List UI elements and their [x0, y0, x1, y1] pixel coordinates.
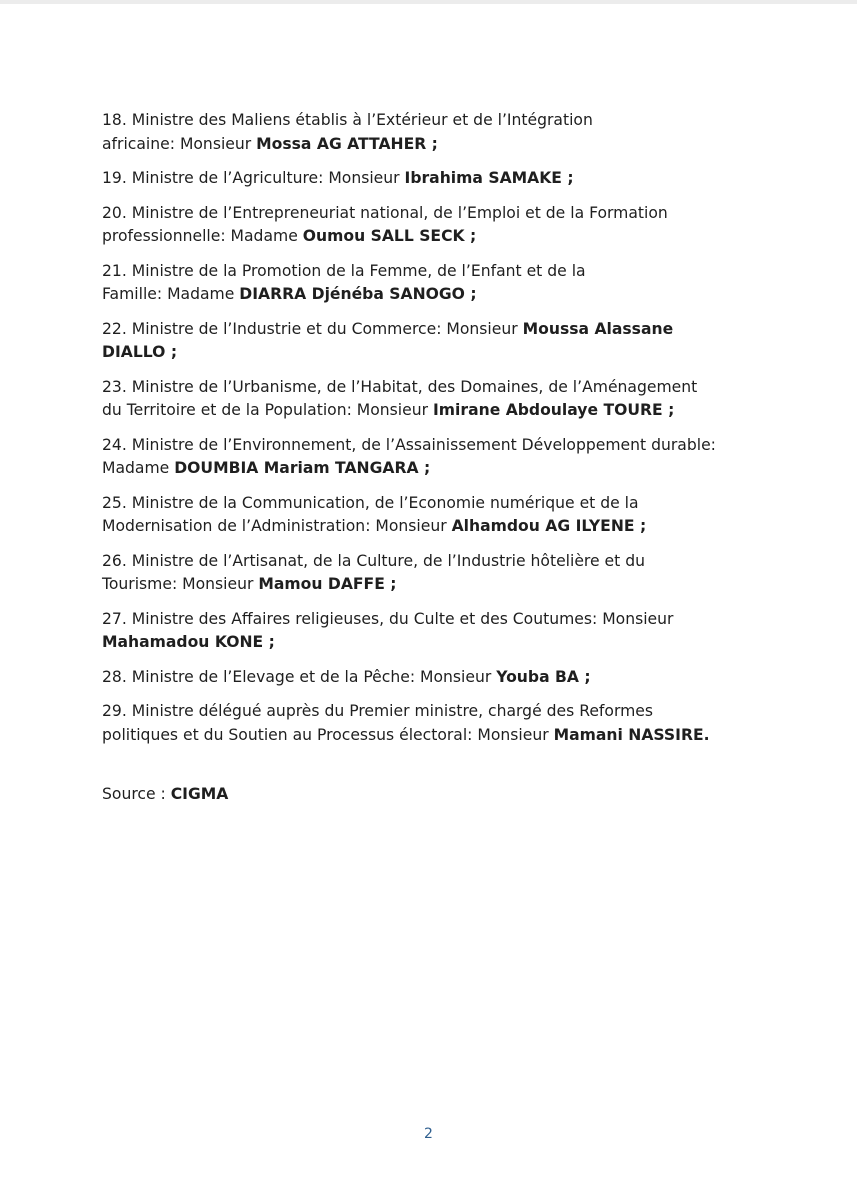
item-person-name: Oumou SALL SECK ;: [302, 227, 477, 245]
item-text: Ministre de la Promotion de la Femme, de l’Enfant et de la Famille: Madame: [102, 261, 586, 303]
item-person-name: Ibrahima SAMAKE ;: [404, 169, 574, 187]
item-text: Ministre de l’Agriculture: Monsieur: [126, 169, 405, 187]
minister-item: [102, 260, 792, 307]
minister-item: [102, 550, 792, 597]
minister-item: [102, 202, 792, 249]
item-text: Ministre de l’Industrie et du Commerce: Monsieur: [126, 319, 523, 338]
item-text: Ministre de l’Environnement, de l’Assainissement Développement durable: Madame: [102, 435, 716, 477]
minister-item: [102, 666, 792, 690]
item-text: Ministre de l’Entrepreneuriat national, de l’Emploi et de la Formation professionnelle: Madame: [102, 203, 668, 245]
source-line: [102, 783, 792, 807]
item-number: 20.: [102, 203, 127, 222]
source-value: CIGMA: [170, 785, 229, 803]
item-number: 28.: [102, 667, 127, 686]
item-text: Ministre des Affaires religieuses, du Culte et des Coutumes: Monsieur: [131, 609, 674, 628]
item-number: 24.: [102, 435, 127, 454]
item-number: 22.: [102, 319, 127, 338]
item-number: 29.: [102, 702, 127, 720]
item-person-name: Mamani NASSIRE.: [553, 725, 710, 744]
item-person-name: Imirane Abdoulaye TOURE ;: [432, 401, 675, 419]
minister-item: [102, 109, 792, 156]
minister-item: [102, 434, 792, 481]
item-number: 27.: [102, 609, 127, 628]
item-person-name: Moussa Alassane DIALLO ;: [102, 319, 674, 361]
item-person-name: DIARRA Djénéba SANOGO ;: [239, 285, 477, 303]
document-body: [102, 109, 792, 822]
item-number: 18.: [102, 111, 127, 129]
page-number: 2: [424, 1126, 433, 1142]
minister-item: [102, 700, 792, 747]
minister-item: [102, 167, 792, 191]
minister-item: [102, 608, 792, 655]
item-text: Ministre de l’Urbanisme, de l’Habitat, des Domaines, de l’Aménagement du Territoire et de la Population: Monsieur: [102, 377, 698, 419]
item-person-name: Mahamadou KONE ;: [102, 633, 275, 651]
item-person-name: Mamou DAFFE ;: [258, 575, 397, 593]
item-person-name: DOUMBIA Mariam TANGARA ;: [174, 459, 431, 477]
item-number: 21.: [102, 261, 127, 280]
item-text: Ministre des Maliens établis à l’Extérieur et de l’Intégration africaine: Monsieur: [102, 111, 593, 153]
item-person-name: Alhamdou AG ILYENE ;: [451, 517, 647, 535]
item-text: Ministre de l’Elevage et de la Pêche: Monsieur: [126, 667, 497, 686]
item-text: Ministre de l’Artisanat, de la Culture, de l’Industrie hôtelière et du Tourisme: Monsieur: [102, 551, 645, 593]
item-number: 25.: [102, 493, 127, 512]
item-text: Ministre de la Communication, de l’Economie numérique et de la Modernisation de l’Administration: Monsieur: [102, 493, 639, 535]
item-text: Ministre délégué auprès du Premier ministre, chargé des Reformes politiques et du Soutien au Processus électoral: Monsieur: [102, 702, 654, 744]
minister-item: [102, 376, 792, 423]
item-number: 19.: [102, 169, 127, 187]
item-person-name: Mossa AG ATTAHER ;: [256, 134, 438, 153]
item-number: 26.: [102, 551, 127, 570]
item-person-name: Youba BA ;: [496, 667, 591, 686]
document-page: [0, 4, 857, 1200]
minister-item: [102, 492, 792, 539]
item-number: 23.: [102, 377, 127, 396]
source-label: Source :: [102, 785, 171, 803]
minister-item: [102, 318, 792, 365]
